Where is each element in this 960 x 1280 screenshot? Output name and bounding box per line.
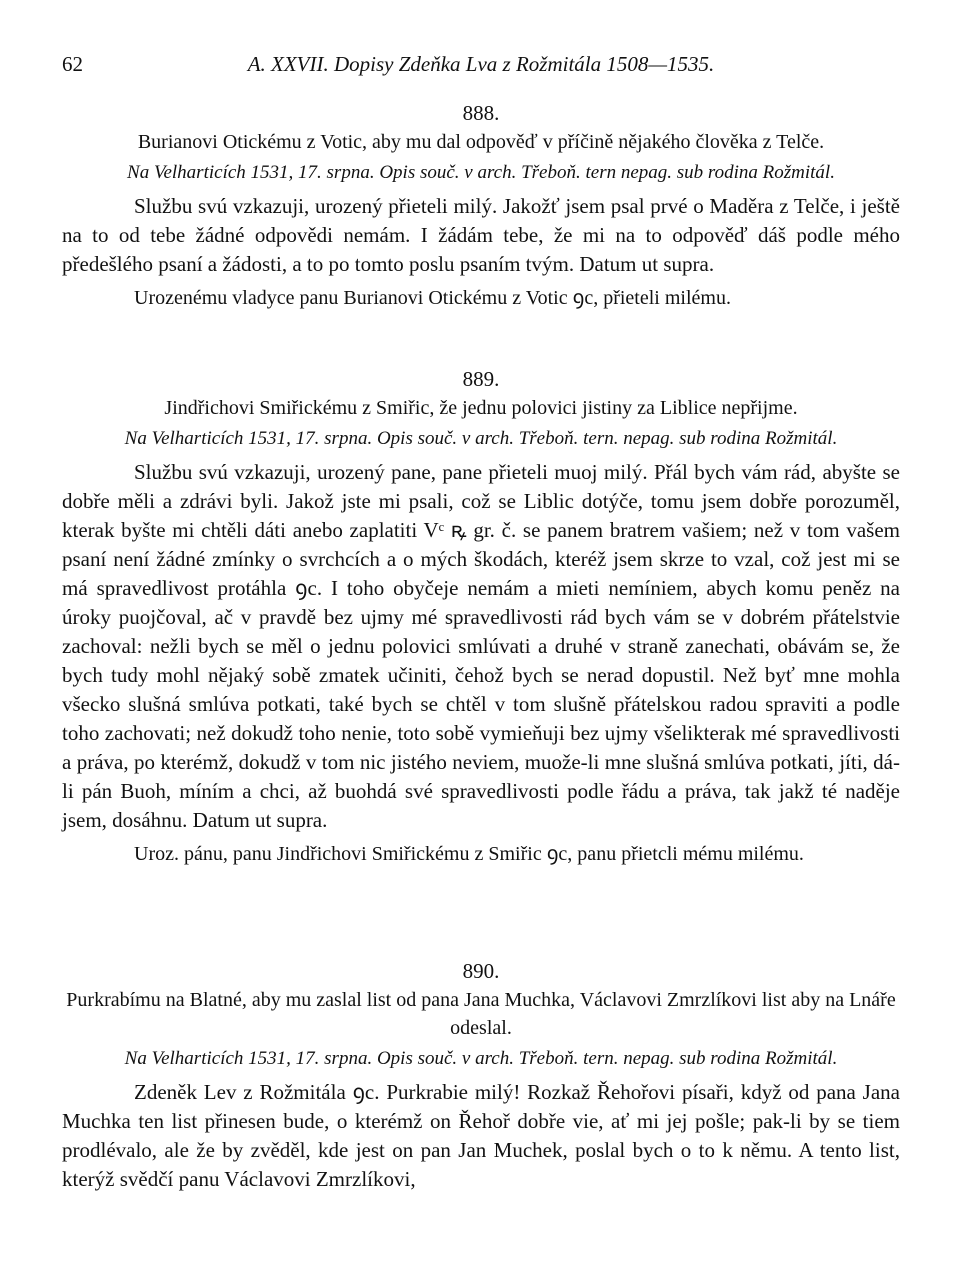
running-title: A. XXVII. Dopisy Zdeňka Lva z Rožmitála 1508—1535.	[247, 52, 715, 76]
letter-summary: Burianovi Otickému z Votic, aby mu dal odpověď v příčině nějakého člověka z Telče.	[137, 131, 825, 153]
letter-summary: Jindřichovi Smiřickému z Smiřic, že jednu polovici jistiny za Liblice nepřijme.	[164, 397, 798, 419]
letter-source: Na Velharticích 1531, 17. srpna. Opis souč. v arch. Třeboň. tern nepag. sub rodina Rožmitál.	[127, 162, 835, 183]
letter-890	[62, 956, 900, 1194]
letter-address: Urozenému vladyce panu Burianovi Otickému z Votic ꝯc, přieteli milému.	[134, 287, 731, 309]
letter-source: Na Velharticích 1531, 17. srpna. Opis souč. v arch. Třeboň. tern. nepag. sub rodina Rožmitál.	[124, 1048, 838, 1069]
page-number: 62	[62, 52, 83, 76]
letter-number: 889.	[462, 367, 500, 391]
letter-source: Na Velharticích 1531, 17. srpna. Opis souč. v arch. Třeboň. tern. nepag. sub rodina Rožmitál.	[124, 428, 838, 449]
letter-body: Službu svú vzkazuji, urozený pane, pane přieteli muoj milý. Přál bych vám rád, abyšte se dobře měli a zdrávi byli. Jakož jste mi psali, což se Liblic dotýče, tomu jsem dobře porozuměl, kterak byšte mi chtěli dáti anebo zaplatiti Vᶜ ꝶ gr. č. se panem bratrem vašiem; než v tom vašem psaní není žádné zmínky o svrchcích a o mých škodách, kteréž jsem skrze to vzal, což jest mi se má spravedlivost protáhla ꝯc. I toho obyčeje nemám a mieti nemíniem, abych komu peněz na úroky puojčoval, ač v pravdě bez ujmy mé spravedlivosti rád bych vám se v dobrém přátelstvie zachoval: nežli bych se měl o jednu polovici smlúvati a druhé v straně zanechati, obávám se, že bych tudy mohl nějaký sobě zmatek učiniti, čehož bych se nerad dopustil. Než byť mne mohla všecko slušná smlúva potkati, také bych se chtěl v tom slušně přátelskou radou spraviti a podle toho zachovati; než dokudž toho nenie, toto sobě vymieňuji bez ujmy všelikterak mé spravedlivosti a práva, po kterémž, dokudž v tom nic jistého neviem, muože-li mne slušná smlúva potkati, jíti, dá-li pán Buoh, míním a chci, až buohdá své spravedlivosti podle řádu a práva, tak jakž té naděje jsem, dosáhnu. Datum ut supra.	[62, 460, 900, 832]
page-header	[62, 52, 900, 82]
letter-body: Službu svú vzkazuji, urozený přieteli milý. Jakožť jsem psal prvé o Maděra z Telče, i ještě na to od tebe žádné odpovědi nemám. I žádám tebe, že mi na to odpověď dáš podle mého předešlého psaní a žádosti, a to po tomto poslu psaním tvým. Datum ut supra.	[62, 194, 900, 276]
letter-number: 890.	[462, 959, 500, 983]
letter-number: 888.	[462, 101, 500, 125]
letter-888	[62, 98, 900, 312]
letter-address: Uroz. pánu, panu Jindřichovi Smiřickému z Smiřic ꝯc, panu přietcli mému milému.	[134, 843, 804, 865]
letter-summary: Purkrabímu na Blatné, aby mu zaslal list od pana Jana Muchka, Václavovi Zmrzlíkovi list aby na Lnáře odeslal.	[66, 989, 896, 1039]
letter-889	[62, 364, 900, 868]
letter-body: Zdeněk Lev z Rožmitála ꝯc. Purkrabie milý! Rozkaž Řehořovi písaři, když od pana Jana Muchka ten list přinesen bude, o kterémž on Řehoř dobře vie, ať mi jej pošle; pak-li by se tiem prodlévalo, ale že by zvěděl, kde jest on pan Jan Muchek, poslal bych o to k němu. A tento list, kterýž svědčí panu Václavovi Zmrzlíkovi,	[62, 1080, 900, 1191]
